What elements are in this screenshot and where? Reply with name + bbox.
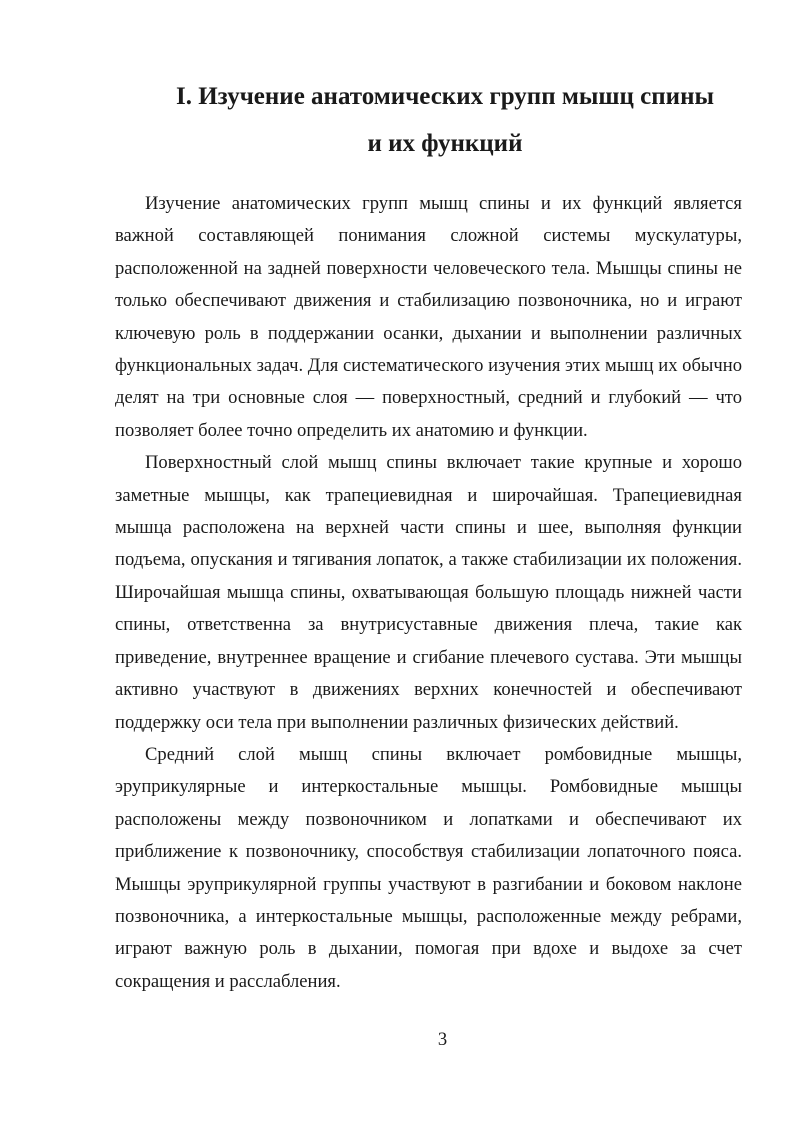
heading-line-2: и их функций [367,130,523,157]
heading-line-1: I. Изучение анатомических групп мышц спины [176,83,714,110]
body-text [115,188,742,998]
section-heading [115,73,775,167]
paragraph-intro: Изучение анатомических групп мышц спины и их функций является важной составляющей понимания сложной системы мускулатуры, расположенной на задней поверхности человеческого тела. Мышцы спины не только обеспечивают движения и стабилизацию позвоночника, но и играют ключевую роль в поддержании осанки, дыхании и выполнении различных функциональных задач. Для систематического изучения этих мышц их обычно делят на три основные слоя — поверхностный, средний и глубокий — что позволяет более точно определить их анатомию и функции. [115,193,742,441]
paragraph-middle-layer: Средний слой мышц спины включает ромбовидные мышцы, эруприкулярные и интеркостальные мышцы. Ромбовидные мышцы расположены между позвоночником и лопатками и обеспечивают их приближение к позвоночнику, способствуя стабилизации лопаточного пояса. Мышцы эруприкулярной группы участвуют в разгибании и боковом наклоне позвоночника, а интеркостальные мышцы, расположенные между ребрами, играют важную роль в дыхании, помогая при вдохе и выдохе за счет сокращения и расслабления. [115,743,742,992]
page-number: 3 [437,1029,448,1050]
paragraph-superficial-layer: Поверхностный слой мышц спины включает такие крупные и хорошо заметные мышцы, как трапециевидная и широчайшая. Трапециевидная мышца расположена на верхней части спины и шее, выполняя функции подъема, опускания и тягивания лопаток, а также стабилизации их положения. Широчайшая мышца спины, охватывающая большую площадь нижней части спины, ответственна за внутрисуставные движения плеча, такие как приведение, внутреннее вращение и сгибание плечевого сустава. Эти мышцы активно участвуют в движениях верхних конечностей и обеспечивают поддержку оси тела при выполнении различных физических действий. [115,452,742,733]
